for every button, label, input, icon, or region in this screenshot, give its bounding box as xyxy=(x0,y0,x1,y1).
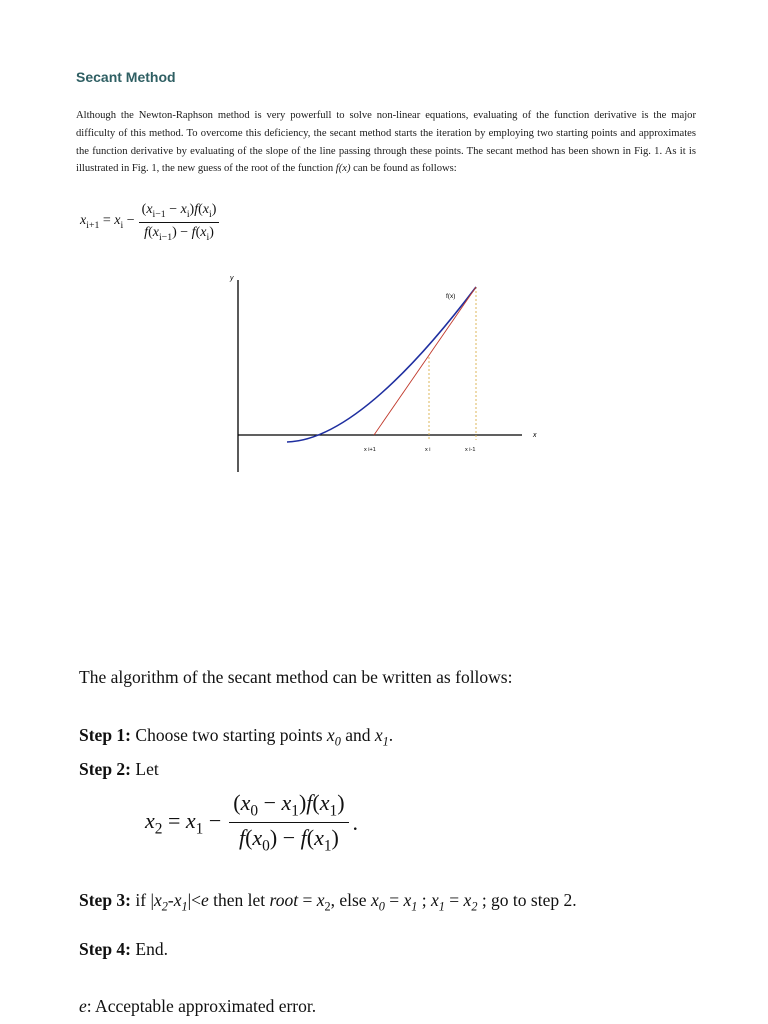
footer-note xyxy=(79,996,316,1017)
curve-label: f(x) xyxy=(446,293,456,300)
step2-formula-period: . xyxy=(352,809,359,835)
intro-paragraph xyxy=(76,107,696,178)
step-3-goto: ; go to step 2. xyxy=(481,890,577,910)
secant-line xyxy=(374,287,476,435)
step-2-text: Let xyxy=(131,759,159,779)
secant-figure xyxy=(220,270,550,485)
secant-formula-step2 xyxy=(145,790,358,856)
step-1-text: Choose two starting points xyxy=(131,725,327,745)
step-4 xyxy=(79,939,168,960)
step-3-label: Step 3: xyxy=(79,890,132,910)
step2-formula-fraction xyxy=(229,790,348,856)
footer-symbol: e xyxy=(79,996,87,1016)
intro-text-part2: can be found as follows: xyxy=(350,163,457,175)
secant-formula-general xyxy=(80,202,219,243)
step-1-and: and xyxy=(340,725,375,745)
intro-text-part1: Although the Newton-Raphson method is very powerfull to solve non-linear equations, evaluating of the function derivative is the major difficulty of this method. To overcome this deficiency, the secant method starts the iteration by employing two starting points and approximates the function derivative by evaluating of the slope of the line passing through these points. The secant method has been shown in Fig. 1. As it is illustrated in Fig. 1, the new guess of the root of the function xyxy=(76,110,696,175)
tick-label-x-i-minus-1: x i-1 xyxy=(465,447,476,453)
tick-label-x-i-plus-1: x i+1 xyxy=(364,447,376,453)
formula-denominator: $f(x_{i-1}) - f(x_i)$ xyxy=(144,224,214,243)
step2-formula-numerator: $(x_0 - x_1)f(x_1)$ xyxy=(229,790,348,823)
secant-figure-svg xyxy=(220,270,550,480)
x-axis-label: x xyxy=(533,432,537,439)
formula-lhs: $x_{i+1} = x_i$ − xyxy=(80,213,135,232)
formula-fraction xyxy=(139,202,220,243)
function-curve xyxy=(287,287,476,442)
tick-label-x-i: x i xyxy=(425,447,431,453)
step-4-text: End. xyxy=(131,939,168,959)
step-3-if: if xyxy=(131,890,151,910)
step-3: Step 3: if $|x_2-x_1|<e$ then let root = $x_2$, else $x_0 = x_1$ ; $x_1 = x_2$ ; go to step 2. xyxy=(79,890,577,914)
step-4-label: Step 4: xyxy=(79,939,132,959)
step-2 xyxy=(79,759,159,780)
footer-text: : Acceptable approximated error. xyxy=(86,996,317,1016)
step-3-else: , else xyxy=(330,890,371,910)
step-3-root: root xyxy=(269,890,299,910)
step-3-then: then let xyxy=(213,890,270,910)
step-1: Step 1: Choose two starting points $x_0$ and $x_1$. xyxy=(79,725,394,749)
formula-numerator: $(x_{i-1} - x_i)f(x_i)$ xyxy=(139,202,220,223)
step-1-label: Step 1: xyxy=(79,725,132,745)
step2-formula-denominator: $f(x_0) - f(x_1)$ xyxy=(238,825,339,855)
y-axis-label: y xyxy=(230,275,234,282)
section-heading: Secant Method xyxy=(76,69,176,85)
algorithm-intro: The algorithm of the secant method can be written as follows: xyxy=(79,667,513,687)
step-2-label: Step 2: xyxy=(79,759,132,779)
step2-formula-lhs: $x_2 = x_1$ − xyxy=(145,807,222,838)
intro-function-symbol: f(x) xyxy=(335,163,351,175)
